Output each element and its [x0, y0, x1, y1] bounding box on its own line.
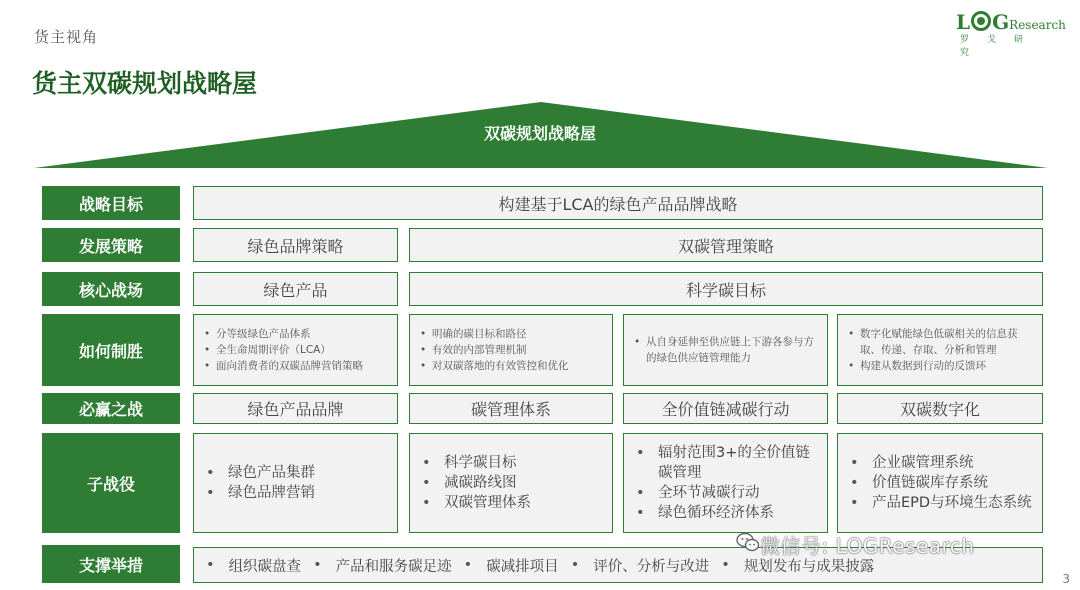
watermark: 微信号: LOGResearch [760, 534, 975, 558]
campaign-box-1 [193, 433, 398, 533]
list-item: • 产品EPD与环境生态系统 [872, 493, 1032, 513]
support-item: 规划发布与成果披露 [743, 558, 875, 575]
list-item: • 分等级绿色产品体系 [216, 326, 363, 342]
mustwin-box-2: 碳管理体系 [409, 393, 613, 424]
howtowin-box-1 [193, 314, 398, 386]
roof-label: 双碳规划战略屋 [483, 124, 596, 143]
list-item: • 有效的内部管理机制 [432, 342, 569, 358]
mustwin-box-4: 双碳数字化 [837, 393, 1043, 424]
support-item: 评价、分析与改进 [593, 558, 710, 575]
list-item: • 全环节减碳行动 [658, 483, 819, 503]
mustwin-box-1: 绿色产品品牌 [193, 393, 398, 424]
list-item: • 从自身延伸至供应链上下游各参与方的绿色供应链管理能力 [646, 334, 821, 366]
list-item: • 双碳管理体系 [444, 493, 531, 513]
campaign-box-3 [623, 433, 828, 533]
goal-box: 构建基于LCA的绿色产品品牌战略 [193, 186, 1043, 220]
logo-mark: L GResearch [956, 10, 1066, 34]
campaign-box-4 [837, 433, 1043, 533]
logo-cn: 罗戈研究 [960, 35, 1042, 58]
list-item: • 绿色循环经济体系 [658, 503, 819, 523]
support-box: • 组织碳盘查 • 产品和服务碳足迹 • 碳减排项目 • 评价、分析与改进 • 规划发布与成果披露 [193, 547, 1043, 583]
strategy-box-carbon: 双碳管理策略 [409, 228, 1043, 262]
mustwin-box-3: 全价值链减碳行动 [623, 393, 828, 424]
list-item: • 价值链碳库存系统 [872, 473, 1032, 493]
list-item: • 科学碳目标 [444, 453, 531, 473]
battlefield-box-target: 科学碳目标 [409, 272, 1043, 306]
logo-ring-icon [971, 11, 991, 31]
row-label-support: 支撑举措 [42, 545, 180, 583]
support-item: 产品和服务碳足迹 [335, 558, 452, 575]
row-label-mustwin: 必赢之战 [42, 393, 180, 424]
list-item: • 绿色产品集群 [228, 463, 315, 483]
row-label-battlefield: 核心战场 [42, 272, 180, 306]
list-item: • 对双碳落地的有效管控和优化 [432, 358, 569, 374]
list-item: • 明确的碳目标和路径 [432, 326, 569, 342]
section-crumb: 货主视角 [34, 28, 99, 46]
list-item: • 全生命周期评价（LCA） [216, 342, 363, 358]
logo [956, 10, 1066, 58]
strategy-box-brand: 绿色品牌策略 [193, 228, 398, 262]
howtowin-box-3 [623, 314, 828, 386]
list-item: • 数字化赋能绿色低碳相关的信息获取、传递、存取、分析和管理 [860, 326, 1036, 358]
battlefield-box-product: 绿色产品 [193, 272, 398, 306]
support-item: 组织碳盘查 [228, 558, 302, 575]
list-item: • 辐射范围3+的全价值链碳管理 [658, 443, 819, 483]
wechat-icon [736, 531, 760, 553]
list-item: • 减碳路线图 [444, 473, 531, 493]
list-item: • 构建从数据到行动的反馈环 [860, 358, 1036, 374]
page-number: 3 [1062, 572, 1070, 586]
howtowin-box-2 [409, 314, 613, 386]
list-item: • 绿色品牌营销 [228, 483, 315, 503]
row-label-howtowin: 如何制胜 [42, 314, 180, 386]
page-title: 货主双碳规划战略屋 [32, 69, 258, 98]
row-label-goal: 战略目标 [42, 186, 180, 220]
list-item: • 企业碳管理系统 [872, 453, 1032, 473]
list-item: • 面向消费者的双碳品牌营销策略 [216, 358, 363, 374]
row-label-strategy: 发展策略 [42, 228, 180, 262]
row-label-campaigns: 子战役 [42, 433, 180, 533]
howtowin-box-4 [837, 314, 1043, 386]
support-item: 碳减排项目 [486, 558, 559, 575]
campaign-box-2 [409, 433, 613, 533]
